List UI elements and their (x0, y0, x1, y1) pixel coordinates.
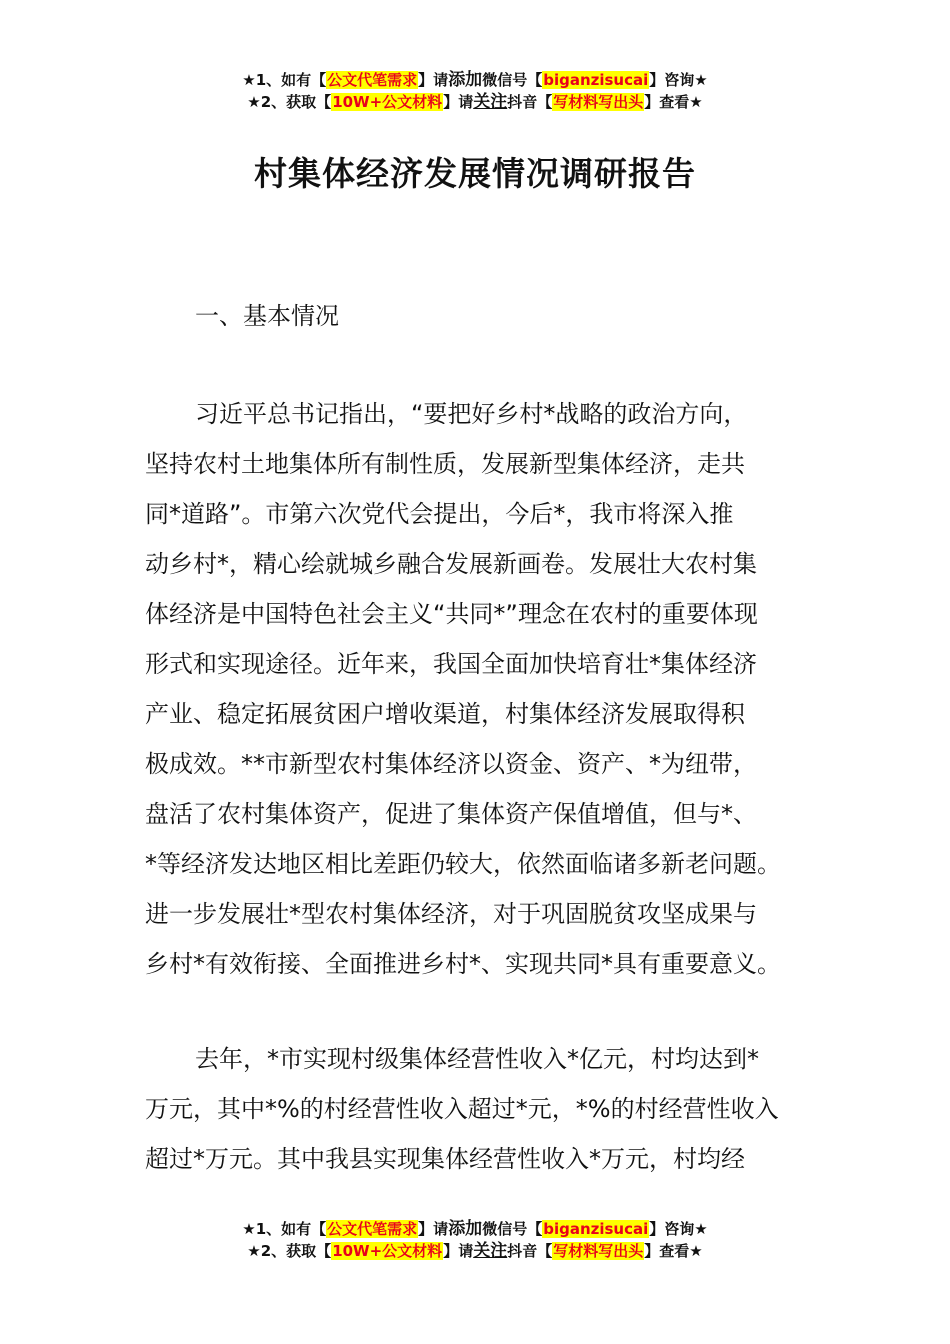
paragraph-line: 动乡村*，精心绘就城乡融合发展新画卷。发展壮大农村集 (145, 550, 757, 578)
ad-line-1-wechat-id: biganzisucai (543, 71, 649, 89)
ad-line-2-mid: 】请 (443, 1242, 474, 1260)
ad-line-1-wechat-id: biganzisucai (543, 1220, 649, 1238)
ad-line-1-suffix: 】咨询★ (649, 71, 708, 89)
ad-line-2-mid2: 抖音【 (507, 93, 553, 111)
paragraph-line: 体经济是中国特色社会主义“共同*”理念在农村的重要体现 (145, 600, 758, 628)
ad-line-2 (0, 1240, 950, 1262)
paragraph-line: 习近平总书记指出，“要把好乡村*战略的政治方向， (195, 400, 748, 428)
ad-line-1-mid: 】请 (418, 1220, 449, 1238)
ad-line-1-mid: 】请 (418, 71, 449, 89)
ad-line-1-highlight-service: 公文代笔需求 (327, 1220, 418, 1238)
ad-line-1-prefix: ★1、如有【 (242, 1220, 327, 1238)
header-ad-banner (0, 69, 950, 113)
ad-line-2-highlight-materials: 10W+公文材料 (332, 1242, 443, 1260)
ad-line-1-mid2: 微信号【 (482, 71, 543, 89)
paragraph-line: 极成效。**市新型农村集体经济以资金、资产、*为纽带， (145, 750, 757, 778)
ad-line-2 (0, 91, 950, 113)
ad-line-2-prefix: ★2、获取【 (247, 1242, 332, 1260)
ad-line-2-mid2: 抖音【 (507, 1242, 553, 1260)
ad-line-1-prefix: ★1、如有【 (242, 71, 327, 89)
document-title: 村集体经济发展情况调研报告 (254, 154, 696, 193)
ad-line-1-emphasis: 添加 (448, 1219, 483, 1239)
ad-line-2-highlight-materials: 10W+公文材料 (332, 93, 443, 111)
section-heading: 一、基本情况 (195, 302, 339, 330)
footer-ad-banner (0, 1218, 950, 1262)
paragraph-line: 产业、稳定拓展贫困户增收渠道，村集体经济发展取得积 (145, 700, 745, 728)
ad-line-2-douyin-id: 写材料写出头 (553, 93, 644, 111)
ad-line-1-suffix: 】咨询★ (649, 1220, 708, 1238)
ad-line-2-emphasis: 关注 (473, 1241, 508, 1261)
paragraph-line: *等经济发达地区相比差距仍较大，依然面临诸多新老问题。 (145, 850, 781, 878)
ad-line-2-prefix: ★2、获取【 (247, 93, 332, 111)
ad-line-2-mid: 】请 (443, 93, 474, 111)
paragraph-line: 去年，*市实现村级集体经营性收入*亿元，村均达到* (195, 1045, 759, 1073)
ad-line-2-suffix: 】查看★ (644, 1242, 703, 1260)
ad-line-1-mid2: 微信号【 (482, 1220, 543, 1238)
ad-line-2-suffix: 】查看★ (644, 93, 703, 111)
paragraph-line: 进一步发展壮*型农村集体经济，对于巩固脱贫攻坚成果与 (145, 900, 757, 928)
ad-line-1 (0, 69, 950, 91)
paragraph-line: 超过*万元。其中我县实现集体经营性收入*万元，村均经 (145, 1145, 745, 1173)
paragraph-line: 形式和实现途径。近年来，我国全面加快培育壮*集体经济 (145, 650, 757, 678)
paragraph-line: 同*道路”。市第六次党代会提出，今后*，我市将深入推 (145, 500, 734, 528)
ad-line-1 (0, 1218, 950, 1240)
body-paragraph-2 (145, 1034, 825, 1184)
paragraph-line: 盘活了农村集体资产，促进了集体资产保值增值，但与*、 (145, 800, 757, 828)
ad-line-1-highlight-service: 公文代笔需求 (327, 71, 418, 89)
body-paragraph-1 (145, 389, 825, 989)
paragraph-line: 乡村*有效衔接、全面推进乡村*、实现共同*具有重要意义。 (145, 950, 781, 978)
paragraph-line: 万元，其中*%的村经营性收入超过*元，*%的村经营性收入 (145, 1095, 779, 1123)
paragraph-line: 坚持农村土地集体所有制性质，发展新型集体经济，走共 (145, 450, 745, 478)
ad-line-2-emphasis: 关注 (473, 92, 508, 112)
ad-line-2-douyin-id: 写材料写出头 (553, 1242, 644, 1260)
ad-line-1-emphasis: 添加 (448, 70, 483, 90)
